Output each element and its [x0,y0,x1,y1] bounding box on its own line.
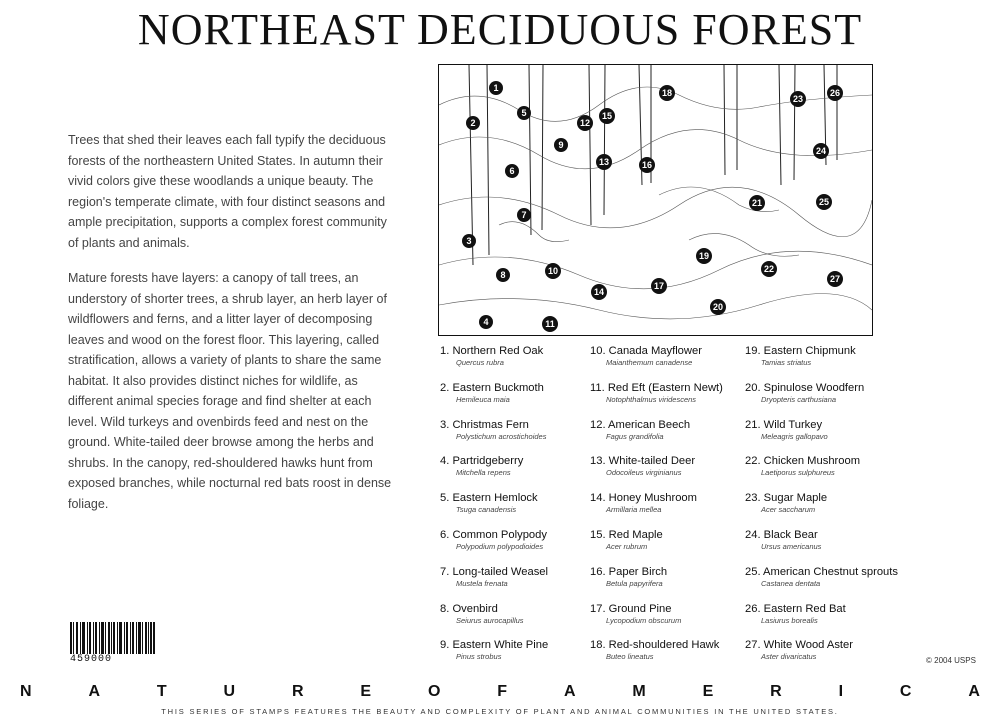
svg-text:12: 12 [579,118,591,128]
intro-paragraph-1: Trees that shed their leaves each fall typify the deciduous forests of the northeastern United States. In autumn their vivid colors give these woodlands a unique beauty. The region's temperate climate, with four distinct seasons and ample precipitation, supports a complex forest community of plants and animals. [68,133,387,250]
badge-12 [577,115,593,131]
barcode-number: 459000 [70,654,113,665]
legend-entry: 2. Eastern Buckmoth Hemileuca maia [440,381,544,404]
svg-text:19: 19 [698,251,710,261]
svg-text:22: 22 [763,264,775,274]
legend-entry: 27. White Wood Aster Aster divaricatus [745,639,853,662]
legend-entry: 7. Long-tailed Weasel Mustela frenata [440,565,549,588]
legend-entry: 26. Eastern Red Bat Lasiurus borealis [745,602,846,625]
series-letter: A [968,683,980,700]
badge-26 [827,85,843,101]
svg-text:7: 7 [521,210,527,220]
barcode-icon [70,622,155,654]
legend-entry: 3. Christmas Fern Polystichum acrostichoides [440,418,547,441]
legend-entry: 19. Eastern Chipmunk Tamias striatus [745,345,856,367]
svg-text:24: 24 [815,146,827,156]
badge-10 [545,263,561,279]
series-title [20,683,980,701]
legend-entry: 15. Red Maple Acer rubrum [590,528,663,551]
series-letter: M [632,683,646,700]
series-letter: E [360,683,372,700]
svg-text:17: 17 [653,281,665,291]
svg-text:15: 15 [601,111,613,121]
legend-entry: 18. Red-shouldered Hawk Buteo lineatus [590,639,720,662]
series-letter: F [497,683,508,700]
copyright-notice: © 2004 USPS [926,656,976,665]
intro-paragraph-2: Mature forests have layers: a canopy of tall trees, an understory of shorter trees, a shrub layer, an herb layer of wildflowers and ferns, and a litter layer of decomposing leaves and wood on the forest floor. This layering, called stratification, allows a variety of plants to share the same habitat. It also provides distinct niches for wildlife, as different animal species forage and find shelter at each level. Wild turkeys and ovenbirds feed and nest on the ground. White-tailed deer browse among the herbs and shrubs. In the canopy, red-shouldered hawks hunt from exposed branches, while nocturnal red bats roost in dense foliage. [68,271,392,511]
badge-13 [596,154,612,170]
badge-7 [517,208,531,222]
legend-entry: 20. Spinulose Woodfern Dryopteris carthusiana [745,381,865,404]
legend-entry: 24. Black Bear Ursus americanus [745,528,822,551]
badge-9 [554,138,568,152]
svg-text:20: 20 [712,302,724,312]
series-letter: R [770,683,782,700]
badge-8 [496,268,510,282]
forest-line-drawing [439,65,872,335]
legend-column-1 [440,345,595,676]
forest-illustration [438,64,873,336]
svg-text:9: 9 [558,140,564,150]
svg-text:1: 1 [493,83,499,93]
badge-18 [659,85,675,101]
badge-23 [790,91,806,107]
legend-entry: 13. White-tailed Deer Odocoileus virginianus [590,455,696,478]
badge-4 [479,315,493,329]
legend-entry: 11. Red Eft (Eastern Newt) Notophthalmus viridescens [590,381,723,404]
svg-text:18: 18 [661,88,673,98]
svg-text:23: 23 [792,94,804,104]
legend-entry: 17. Ground Pine Lycopodium obscurum [590,602,682,625]
legend-entry: 9. Eastern White Pine Pinus strobus [440,639,549,662]
legend-entry: 14. Honey Mushroom Armillaria mellea [590,492,697,515]
badge-15 [599,108,615,124]
legend-entry: 8. Ovenbird Seiurus aurocapillus [440,602,524,625]
svg-text:14: 14 [593,287,605,297]
series-letter: A [88,683,100,700]
svg-text:3: 3 [466,236,472,246]
series-letter: R [291,683,304,700]
series-letter: C [899,683,912,700]
badge-1 [489,81,503,95]
legend-entry: 25. American Chestnut sprouts Castanea dentata [745,565,898,588]
badge-19 [696,248,712,264]
svg-text:21: 21 [751,198,763,208]
legend-entry: 1. Northern Red Oak Quercus rubra [440,345,544,367]
legend-entry: 6. Common Polypody Polypodium polypodioides [440,528,547,551]
legend-entry: 16. Paper Birch Betula papyrifera [590,565,668,588]
badge-24 [813,143,829,159]
legend-entry: 4. Partridgeberry Mitchella repens [440,455,524,478]
page-title: NORTHEAST DECIDUOUS FOREST [137,5,863,54]
series-letter: E [702,683,714,700]
series-letter: T [156,683,167,700]
svg-text:2: 2 [470,118,476,128]
legend-entry: 5. Eastern Hemlock Tsuga canadensis [440,492,538,515]
svg-text:5: 5 [521,108,527,118]
svg-text:11: 11 [545,319,555,329]
legend-entry: 23. Sugar Maple Acer saccharum [745,492,828,515]
badge-20 [710,299,726,315]
series-letter: U [223,683,236,700]
illustration-number-badges [462,81,843,332]
svg-text:10: 10 [547,266,559,276]
series-letter: O [427,683,441,700]
svg-text:4: 4 [483,317,489,327]
svg-text:6: 6 [509,166,515,176]
legend-column-2 [590,345,745,676]
svg-text:26: 26 [829,88,841,98]
legend-entry: 21. Wild Turkey Meleagris gallopavo [745,418,828,441]
series-letter: I [838,683,844,700]
badge-5 [517,106,531,120]
legend-entry: 10. Canada Mayflower Maianthemum canadense [590,345,702,367]
badge-25 [816,194,832,210]
legend-entry: 22. Chicken Mushroom Laetiporus sulphureus [745,455,861,478]
svg-text:27: 27 [829,274,841,284]
series-letter: N [20,683,32,700]
series-letter: A [563,683,576,700]
legend-entry: 12. American Beech Fagus grandifolia [590,418,691,441]
badge-16 [639,157,655,173]
series-subtitle: THIS SERIES OF STAMPS FEATURES THE BEAUTY AND COMPLEXITY OF PLANT AND ANIMAL COMMUNITIES IN THE UNITED STATES. [161,707,839,716]
svg-text:16: 16 [641,160,653,170]
badge-6 [505,164,519,178]
badge-14 [591,284,607,300]
badge-3 [462,234,476,248]
badge-21 [749,195,765,211]
svg-text:25: 25 [818,197,830,207]
badge-22 [761,261,777,277]
badge-2 [466,116,480,130]
legend-column-3 [745,345,900,676]
badge-11 [542,316,558,332]
svg-text:13: 13 [598,157,610,167]
svg-text:8: 8 [500,270,506,280]
badge-27 [827,271,843,287]
badge-17 [651,278,667,294]
